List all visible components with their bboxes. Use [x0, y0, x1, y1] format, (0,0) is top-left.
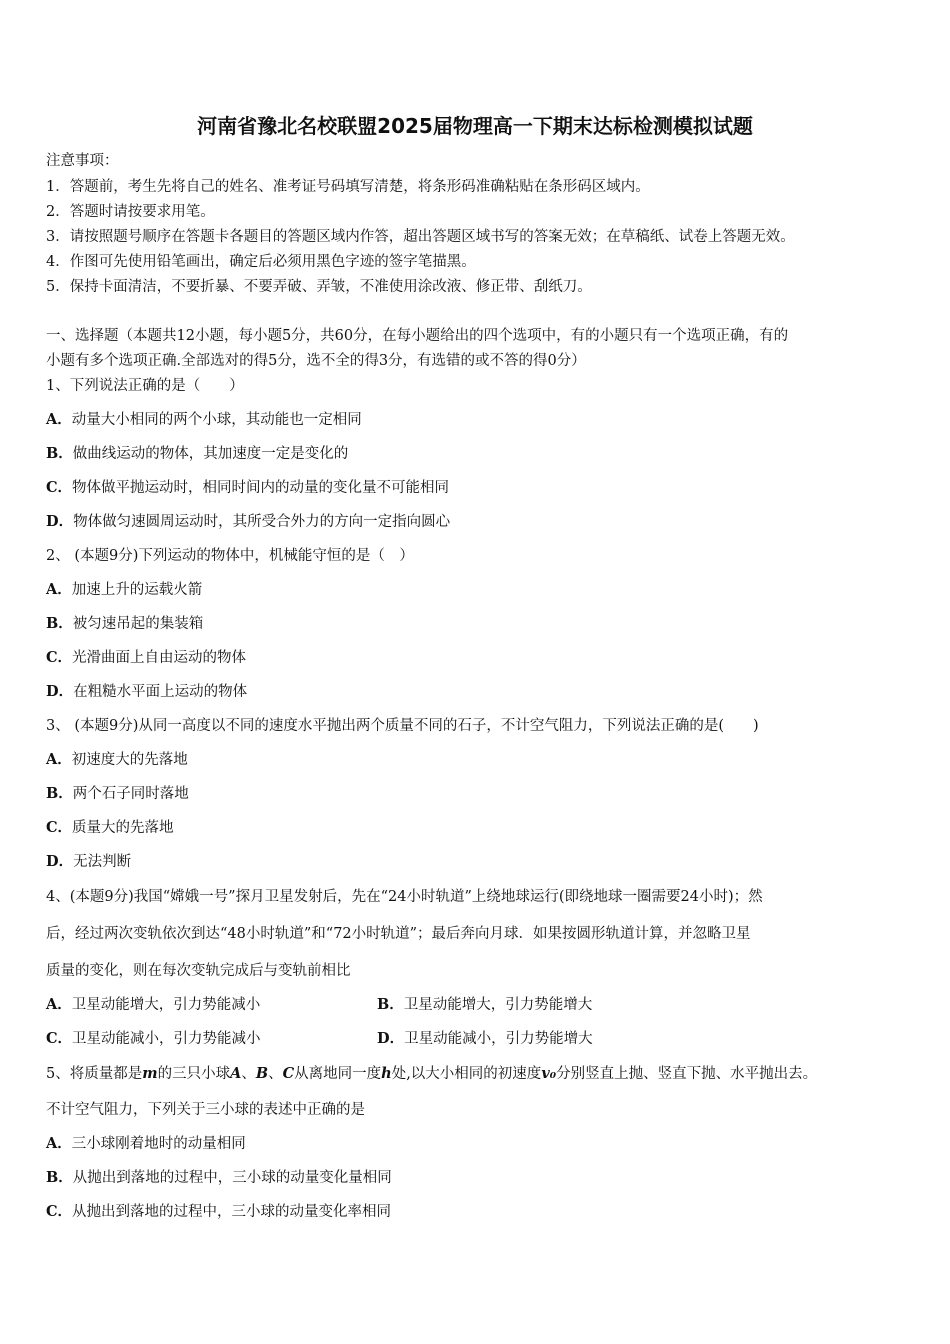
q3-option-a — [46, 751, 188, 769]
stem-text: 的三只小球 — [157, 1066, 231, 1082]
stem-text: 、 — [268, 1066, 283, 1082]
symbol-m: m — [142, 1065, 158, 1082]
option-text: 从抛出到落地的过程中，三小球的动量变化量相同 — [72, 1170, 392, 1186]
q5-option-c — [46, 1203, 391, 1221]
question-4-stem-cont: 后，经过两次变轨依次到达“48小时轨道”和“72小时轨道”；最后奔向月球．如果按圆形轨道计算，并忽略卫星 — [46, 926, 751, 942]
option-text: 卫星动能增大，引力势能增大 — [403, 997, 593, 1013]
option-text: 卫星动能减小，引力势能减小 — [72, 1031, 261, 1047]
option-label: C． — [46, 1030, 73, 1047]
q3-option-c — [46, 819, 174, 837]
q4-option-d — [377, 1030, 593, 1048]
q2-option-b — [46, 615, 203, 633]
q4-option-a — [46, 996, 260, 1014]
question-2-stem: 2、 (本题9分)下列运动的物体中，机械能守恒的是（ ） — [46, 548, 414, 564]
stem-text: 分别竖直上抛、竖直下抛、水平抛出去。 — [556, 1066, 818, 1082]
option-label: C． — [46, 649, 73, 666]
option-text: 两个石子同时落地 — [72, 786, 189, 802]
q1-option-c — [46, 479, 449, 497]
page-title: 河南省豫北名校联盟2025届物理高一下期末达标检测模拟试题 — [197, 114, 753, 138]
option-text: 光滑曲面上自由运动的物体 — [72, 650, 247, 666]
option-label: B． — [46, 445, 73, 462]
option-text: 无法判断 — [73, 854, 132, 870]
option-text: 物体做匀速圆周运动时，其所受合外力的方向一定指向圆心 — [73, 514, 451, 530]
symbol-c: C — [282, 1065, 295, 1082]
option-text: 做曲线运动的物体，其加速度一定是变化的 — [72, 446, 349, 462]
question-4-stem: 4、(本题9分)我国“嫦娥一号”探月卫星发射后，先在“24小时轨道”上绕地球运行(即绕地球一圈需要24小时)；然 — [46, 889, 763, 905]
option-text: 加速上升的运载火箭 — [71, 582, 203, 598]
symbol-b: B — [255, 1065, 269, 1082]
question-1-stem: 1、下列说法正确的是（ ） — [46, 378, 244, 394]
option-text: 质量大的先落地 — [72, 820, 174, 836]
q2-option-c — [46, 649, 246, 667]
q4-option-b — [377, 996, 592, 1014]
question-5-stem — [46, 1065, 817, 1083]
option-text: 在粗糙水平面上运动的物体 — [73, 684, 248, 700]
option-label: B． — [377, 996, 404, 1013]
q1-option-a — [46, 411, 362, 429]
notice-item: 1．答题前，考生先将自己的姓名、准考证号码填写清楚，将条形码准确粘贴在条形码区域内。 — [46, 179, 650, 195]
q2-option-d — [46, 683, 247, 701]
stem-text: 、 — [241, 1066, 256, 1082]
section-heading-cont: 小题有多个选项正确.全部选对的得5分，选不全的得3分，有选错的或不答的得0分） — [46, 353, 586, 369]
question-5-stem-cont: 不计空气阻力，下列关于三小球的表述中正确的是 — [46, 1102, 365, 1118]
q5-option-b — [46, 1169, 392, 1187]
option-text: 初速度大的先落地 — [71, 752, 188, 768]
option-text: 物体做平抛运动时，相同时间内的动量的变化量不可能相同 — [72, 480, 450, 496]
option-label: D． — [46, 853, 74, 870]
option-label: C． — [46, 819, 73, 836]
notice-heading: 注意事项： — [46, 153, 119, 169]
option-label: D． — [377, 1030, 405, 1047]
section-heading: 一、选择题（本题共12小题，每小题5分，共60分，在每小题给出的四个选项中，有的小题只有一个选项正确，有的 — [46, 328, 789, 344]
symbol-v0: v₀ — [541, 1065, 557, 1082]
option-label: B． — [46, 1169, 73, 1186]
option-text: 三小球刚着地时的动量相同 — [71, 1136, 246, 1152]
notice-item: 2．答题时请按要求用笔。 — [46, 204, 215, 220]
option-label: A． — [46, 581, 72, 598]
stem-text: 5、将质量都是 — [46, 1066, 143, 1082]
symbol-h: h — [381, 1065, 392, 1082]
q3-option-b — [46, 785, 189, 803]
option-label: D． — [46, 683, 74, 700]
option-label: A． — [46, 1135, 72, 1152]
option-text: 卫星动能减小，引力势能增大 — [404, 1031, 593, 1047]
q3-option-d — [46, 853, 131, 871]
option-label: C． — [46, 479, 73, 496]
q2-option-a — [46, 581, 202, 599]
option-label: C． — [46, 1203, 73, 1220]
option-label: A． — [46, 751, 72, 768]
notice-item: 3．请按照题号顺序在答题卡各题目的答题区域内作答，超出答题区域书写的答案无效；在草稿纸、试卷上答题无效。 — [46, 229, 795, 245]
option-label: A． — [46, 996, 72, 1013]
option-text: 被匀速吊起的集装箱 — [72, 616, 204, 632]
stem-text: 处,以大小相同的初速度 — [391, 1066, 542, 1082]
stem-text: 从离地同一度 — [294, 1066, 382, 1082]
notice-item: 5．保持卡面清洁，不要折暴、不要弄破、弄皱，不准使用涂改液、修正带、刮纸刀。 — [46, 279, 592, 295]
symbol-a: A — [230, 1065, 242, 1082]
option-text: 卫星动能增大，引力势能减小 — [71, 997, 261, 1013]
question-4-stem-cont: 质量的变化，则在每次变轨完成后与变轨前相比 — [46, 963, 351, 979]
q4-option-c — [46, 1030, 261, 1048]
q5-option-a — [46, 1135, 246, 1153]
option-label: B． — [46, 615, 73, 632]
option-label: B． — [46, 785, 73, 802]
q1-option-d — [46, 513, 450, 531]
question-3-stem: 3、 (本题9分)从同一高度以不同的速度水平抛出两个质量不同的石子，不计空气阻力，下列说法正确的是( ) — [46, 718, 759, 734]
option-text: 动量大小相同的两个小球，其动能也一定相同 — [71, 412, 362, 428]
notice-item: 4．作图可先使用铅笔画出，确定后必须用黑色字迹的签字笔描黑。 — [46, 254, 476, 270]
q1-option-b — [46, 445, 348, 463]
option-text: 从抛出到落地的过程中，三小球的动量变化率相同 — [72, 1204, 392, 1220]
option-label: A． — [46, 411, 72, 428]
option-label: D． — [46, 513, 74, 530]
